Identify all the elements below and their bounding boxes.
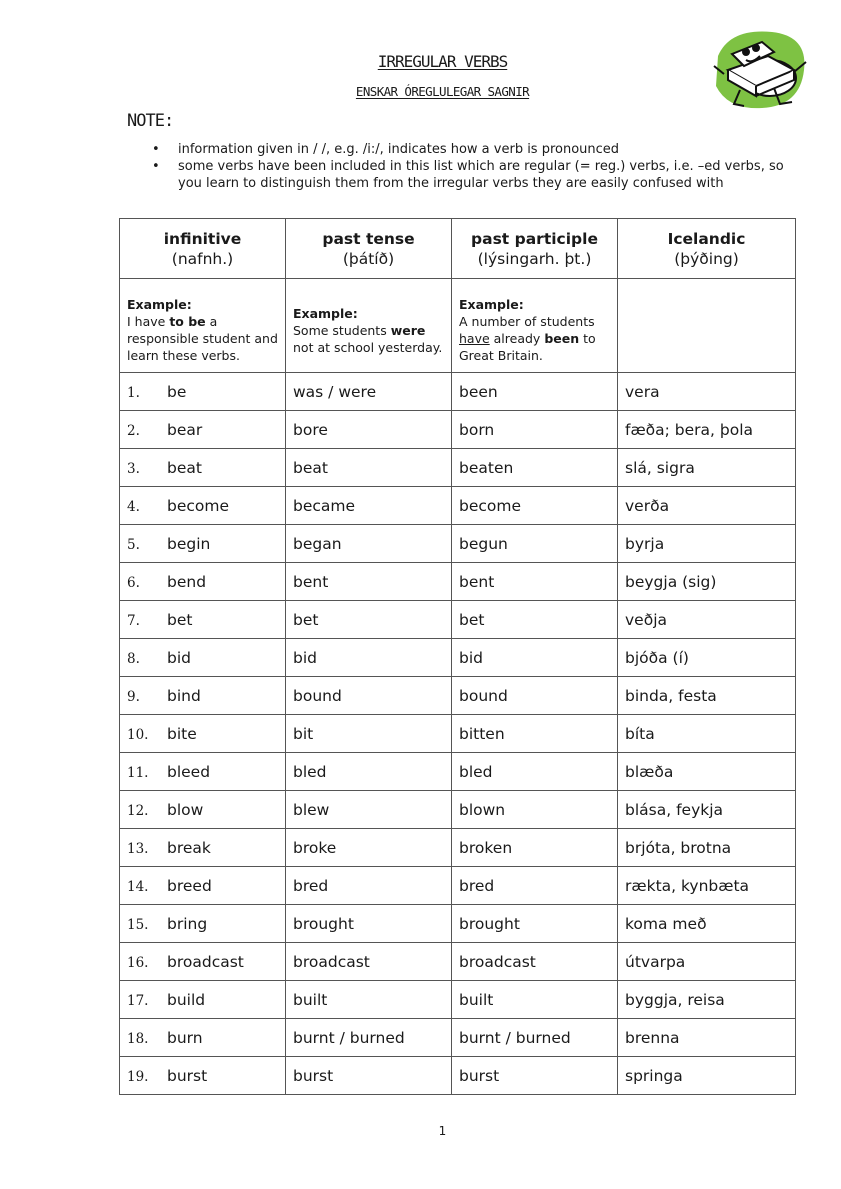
icelandic-cell: springa <box>618 1057 796 1095</box>
icelandic-cell: útvarpa <box>618 943 796 981</box>
past-participle-cell: burnt / burned <box>452 1019 618 1057</box>
infinitive-text: bind <box>167 686 201 705</box>
example-past-participle: Example: A number of students have already been to Great Britain. <box>452 279 618 373</box>
row-number: 6. <box>127 574 140 591</box>
infinitive-cell <box>120 563 286 601</box>
icelandic-cell: verða <box>618 487 796 525</box>
table-row <box>120 829 796 867</box>
table-row <box>120 601 796 639</box>
icelandic-cell: vera <box>618 373 796 411</box>
icelandic-cell: blæða <box>618 753 796 791</box>
icelandic-cell: beygja (sig) <box>618 563 796 601</box>
row-number: 2. <box>127 422 140 439</box>
table-row <box>120 981 796 1019</box>
infinitive-text: broadcast <box>167 952 244 971</box>
infinitive-cell <box>120 601 286 639</box>
past-participle-cell: begun <box>452 525 618 563</box>
book-mascot-icon <box>710 26 810 112</box>
row-number: 9. <box>127 688 140 705</box>
row-number: 10. <box>127 726 149 743</box>
infinitive-cell <box>120 525 286 563</box>
table-row <box>120 373 796 411</box>
table-row <box>120 677 796 715</box>
row-number: 11. <box>127 764 149 781</box>
past-tense-cell: was / were <box>286 373 452 411</box>
infinitive-cell <box>120 753 286 791</box>
past-tense-cell: burst <box>286 1057 452 1095</box>
past-participle-cell: bred <box>452 867 618 905</box>
table-row <box>120 867 796 905</box>
example-past-tense: Example: Some students were not at school yesterday. <box>286 279 452 373</box>
row-number: 1. <box>127 384 140 401</box>
row-number: 17. <box>127 992 149 1009</box>
table-row <box>120 411 796 449</box>
infinitive-cell <box>120 487 286 525</box>
example-row <box>120 279 796 373</box>
table-row <box>120 1057 796 1095</box>
past-participle-cell: bet <box>452 601 618 639</box>
infinitive-cell <box>120 829 286 867</box>
infinitive-cell <box>120 981 286 1019</box>
row-number: 14. <box>127 878 149 895</box>
past-tense-cell: bid <box>286 639 452 677</box>
note-text: some verbs have been included in this list which are regular (= reg.) verbs, i.e. –ed verbs, so you learn to distinguish them from the irregular verbs they are easily confused with <box>178 159 784 191</box>
infinitive-text: begin <box>167 534 211 553</box>
table-row <box>120 487 796 525</box>
infinitive-cell <box>120 449 286 487</box>
past-tense-cell: built <box>286 981 452 1019</box>
row-number: 13. <box>127 840 149 857</box>
past-participle-cell: brought <box>452 905 618 943</box>
table-row <box>120 563 796 601</box>
past-participle-cell: bled <box>452 753 618 791</box>
column-header-infinitive: infinitive (nafnh.) <box>120 219 286 279</box>
infinitive-cell <box>120 943 286 981</box>
past-participle-cell: broadcast <box>452 943 618 981</box>
past-tense-cell: blew <box>286 791 452 829</box>
infinitive-text: bet <box>167 610 193 629</box>
table-row <box>120 449 796 487</box>
infinitive-text: bend <box>167 572 207 591</box>
past-participle-cell: beaten <box>452 449 618 487</box>
past-tense-cell: bent <box>286 563 452 601</box>
past-tense-cell: bred <box>286 867 452 905</box>
infinitive-text: build <box>167 990 206 1009</box>
infinitive-text: blow <box>167 800 204 819</box>
past-tense-cell: bled <box>286 753 452 791</box>
row-number: 19. <box>127 1068 149 1085</box>
icelandic-cell: slá, sigra <box>618 449 796 487</box>
past-tense-cell: became <box>286 487 452 525</box>
column-header-icelandic: Icelandic (þýðing) <box>618 219 796 279</box>
icelandic-cell: bíta <box>618 715 796 753</box>
past-participle-cell: become <box>452 487 618 525</box>
infinitive-text: be <box>167 382 187 401</box>
infinitive-text: break <box>167 838 211 857</box>
table-header-row <box>120 219 796 279</box>
icelandic-cell: veðja <box>618 601 796 639</box>
infinitive-cell <box>120 867 286 905</box>
past-tense-cell: bound <box>286 677 452 715</box>
icelandic-cell: rækta, kynbæta <box>618 867 796 905</box>
icelandic-cell: brjóta, brotna <box>618 829 796 867</box>
bullet-icon: • <box>152 159 160 174</box>
table-row <box>120 715 796 753</box>
row-number: 8. <box>127 650 140 667</box>
past-tense-cell: broke <box>286 829 452 867</box>
table-row <box>120 525 796 563</box>
icelandic-cell: blása, feykja <box>618 791 796 829</box>
table-row <box>120 905 796 943</box>
past-participle-cell: been <box>452 373 618 411</box>
past-tense-cell: bit <box>286 715 452 753</box>
past-participle-cell: built <box>452 981 618 1019</box>
infinitive-text: bleed <box>167 762 211 781</box>
infinitive-text: beat <box>167 458 202 477</box>
row-number: 12. <box>127 802 149 819</box>
verb-table <box>119 218 796 1095</box>
icelandic-cell: koma með <box>618 905 796 943</box>
table-row <box>120 943 796 981</box>
example-infinitive: Example: I have to be a responsible student and learn these verbs. <box>120 279 286 373</box>
table-row <box>120 1019 796 1057</box>
row-number: 18. <box>127 1030 149 1047</box>
notes-list <box>152 141 792 192</box>
past-tense-cell: bore <box>286 411 452 449</box>
past-tense-cell: beat <box>286 449 452 487</box>
past-participle-cell: bound <box>452 677 618 715</box>
past-participle-cell: born <box>452 411 618 449</box>
infinitive-cell <box>120 677 286 715</box>
bullet-icon: • <box>152 142 160 157</box>
page-title: IRREGULAR VERBS <box>377 52 508 71</box>
past-tense-cell: bet <box>286 601 452 639</box>
past-participle-cell: broken <box>452 829 618 867</box>
infinitive-text: breed <box>167 876 212 895</box>
icelandic-cell: byggja, reisa <box>618 981 796 1019</box>
infinitive-text: become <box>167 496 230 515</box>
table-row <box>120 791 796 829</box>
icelandic-cell: bjóða (í) <box>618 639 796 677</box>
infinitive-cell <box>120 1057 286 1095</box>
infinitive-cell <box>120 411 286 449</box>
infinitive-text: bid <box>167 648 191 667</box>
note-text: information given in / /, e.g. /i:/, indicates how a verb is pronounced <box>178 142 620 157</box>
row-number: 16. <box>127 954 149 971</box>
past-participle-cell: bent <box>452 563 618 601</box>
past-tense-cell: burnt / burned <box>286 1019 452 1057</box>
note-item <box>152 141 792 158</box>
infinitive-cell <box>120 791 286 829</box>
past-tense-cell: began <box>286 525 452 563</box>
icelandic-cell: byrja <box>618 525 796 563</box>
column-header-past-tense: past tense (þátíð) <box>286 219 452 279</box>
note-heading: NOTE: <box>127 111 174 131</box>
past-participle-cell: bid <box>452 639 618 677</box>
table-row <box>120 639 796 677</box>
note-item <box>152 158 792 192</box>
past-participle-cell: blown <box>452 791 618 829</box>
row-number: 7. <box>127 612 140 629</box>
icelandic-cell: fæða; bera, þola <box>618 411 796 449</box>
row-number: 4. <box>127 498 140 515</box>
infinitive-cell <box>120 639 286 677</box>
icelandic-cell: brenna <box>618 1019 796 1057</box>
row-number: 3. <box>127 460 140 477</box>
past-participle-cell: burst <box>452 1057 618 1095</box>
past-participle-cell: bitten <box>452 715 618 753</box>
verb-rows <box>120 373 796 1095</box>
table-row <box>120 753 796 791</box>
row-number: 15. <box>127 916 149 933</box>
page-number: 1 <box>438 1124 447 1138</box>
infinitive-cell <box>120 905 286 943</box>
column-header-past-participle: past participle (lýsingarh. þt.) <box>452 219 618 279</box>
infinitive-cell <box>120 1019 286 1057</box>
infinitive-text: burst <box>167 1066 208 1085</box>
example-icelandic <box>618 279 796 373</box>
infinitive-text: bite <box>167 724 197 743</box>
past-tense-cell: brought <box>286 905 452 943</box>
page-subtitle: ENSKAR ÓREGLULEGAR SAGNIR <box>355 84 530 99</box>
infinitive-cell <box>120 715 286 753</box>
past-tense-cell: broadcast <box>286 943 452 981</box>
icelandic-cell: binda, festa <box>618 677 796 715</box>
row-number: 5. <box>127 536 140 553</box>
infinitive-text: bear <box>167 420 203 439</box>
infinitive-text: burn <box>167 1028 203 1047</box>
infinitive-cell <box>120 373 286 411</box>
infinitive-text: bring <box>167 914 208 933</box>
